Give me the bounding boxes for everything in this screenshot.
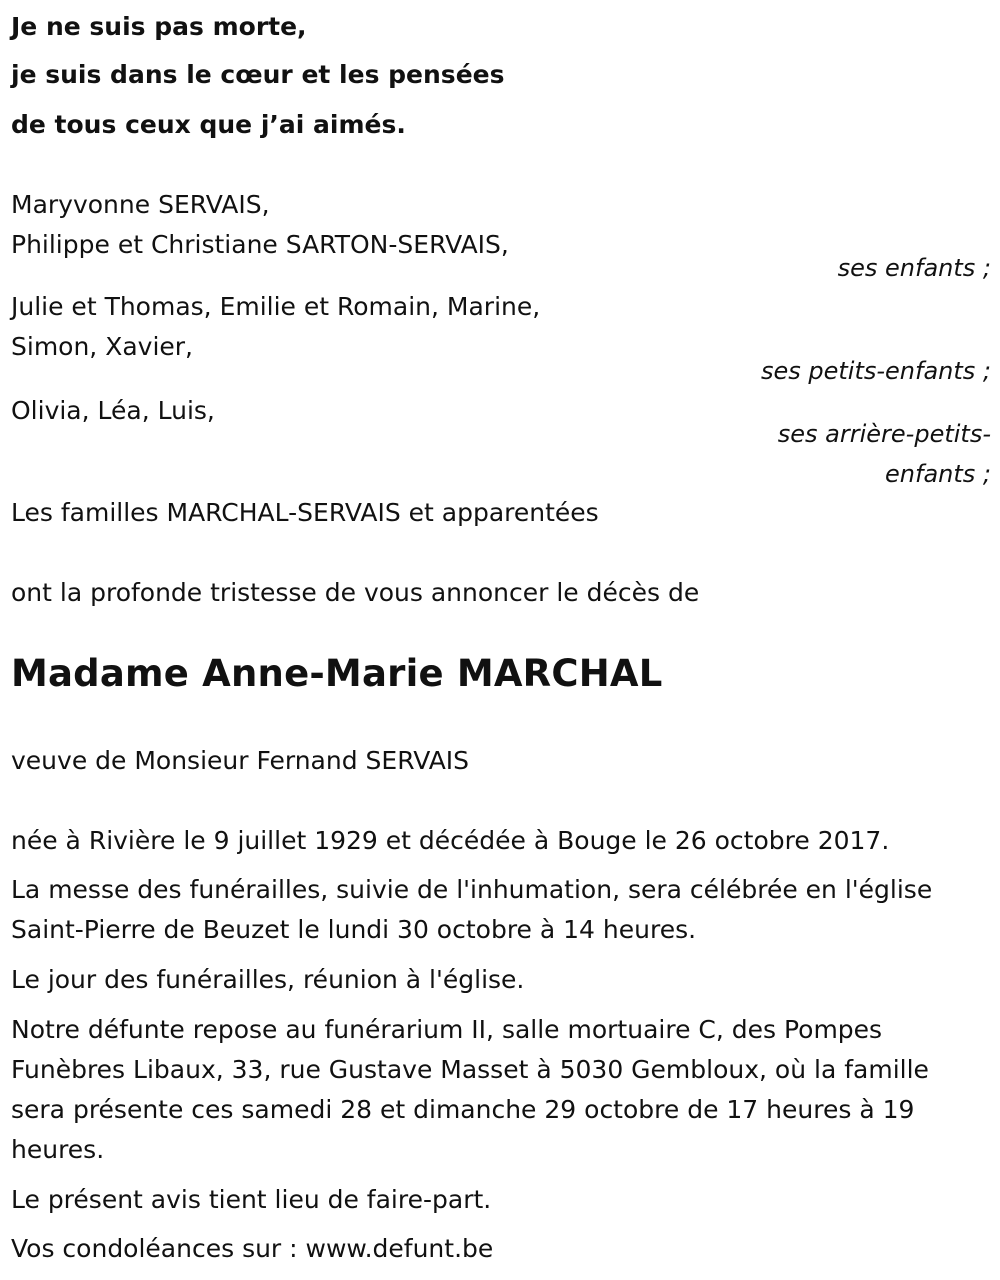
children-role: ses enfants ; (837, 254, 991, 282)
condolences-link[interactable]: Vos condoléances sur : www.defunt.be (11, 1234, 494, 1263)
great-grandchildren: Olivia, Léa, Luis, (11, 396, 215, 425)
death-notice (11, 0, 991, 1280)
children-line-1: Maryvonne SERVAIS, (11, 190, 270, 219)
poem-line-2: je suis dans le cœur et les pensées (11, 60, 505, 89)
grandchildren-line-1: Julie et Thomas, Emilie et Romain, Marine, (11, 292, 541, 321)
great-grandchildren-role-line-2: enfants ; (885, 460, 991, 488)
children-line-2: Philippe et Christiane SARTON-SERVAIS, (11, 230, 509, 259)
gathering-info: Le jour des funérailles, réunion à l'église. (11, 965, 525, 994)
resting-place: Notre défunte repose au funérarium II, salle mortuaire C, des Pompes Funèbres Libaux, 33, rue Gustave Masset à 5030 Gembloux, où la famille sera présente ces samedi 28 et dimanche 29 octobre de 17 heures à 19 heures. (11, 1015, 929, 1164)
widow-of: veuve de Monsieur Fernand SERVAIS (11, 746, 470, 775)
announcement-intro: ont la profonde tristesse de vous annoncer le décès de (11, 578, 700, 607)
poem-line-1: Je ne suis pas morte, (11, 12, 307, 41)
great-grandchildren-role-line-1: ses arrière-petits- (777, 420, 991, 448)
grandchildren-line-2: Simon, Xavier, (11, 332, 193, 361)
grandchildren-role: ses petits-enfants ; (760, 357, 991, 385)
poem-line-3: de tous ceux que j’ai aimés. (11, 110, 406, 139)
funeral-mass: La messe des funérailles, suivie de l'inhumation, sera célébrée en l'église Saint-Pierre de Beuzet le lundi 30 octobre à 14 heures. (11, 875, 933, 944)
extended-families: Les familles MARCHAL-SERVAIS et apparentées (11, 498, 599, 527)
deceased-name: Madame Anne-Marie MARCHAL (11, 652, 663, 695)
birth-death-dates: née à Rivière le 9 juillet 1929 et décédée à Bouge le 26 octobre 2017. (11, 826, 890, 855)
notice-statement: Le présent avis tient lieu de faire-part. (11, 1185, 492, 1214)
